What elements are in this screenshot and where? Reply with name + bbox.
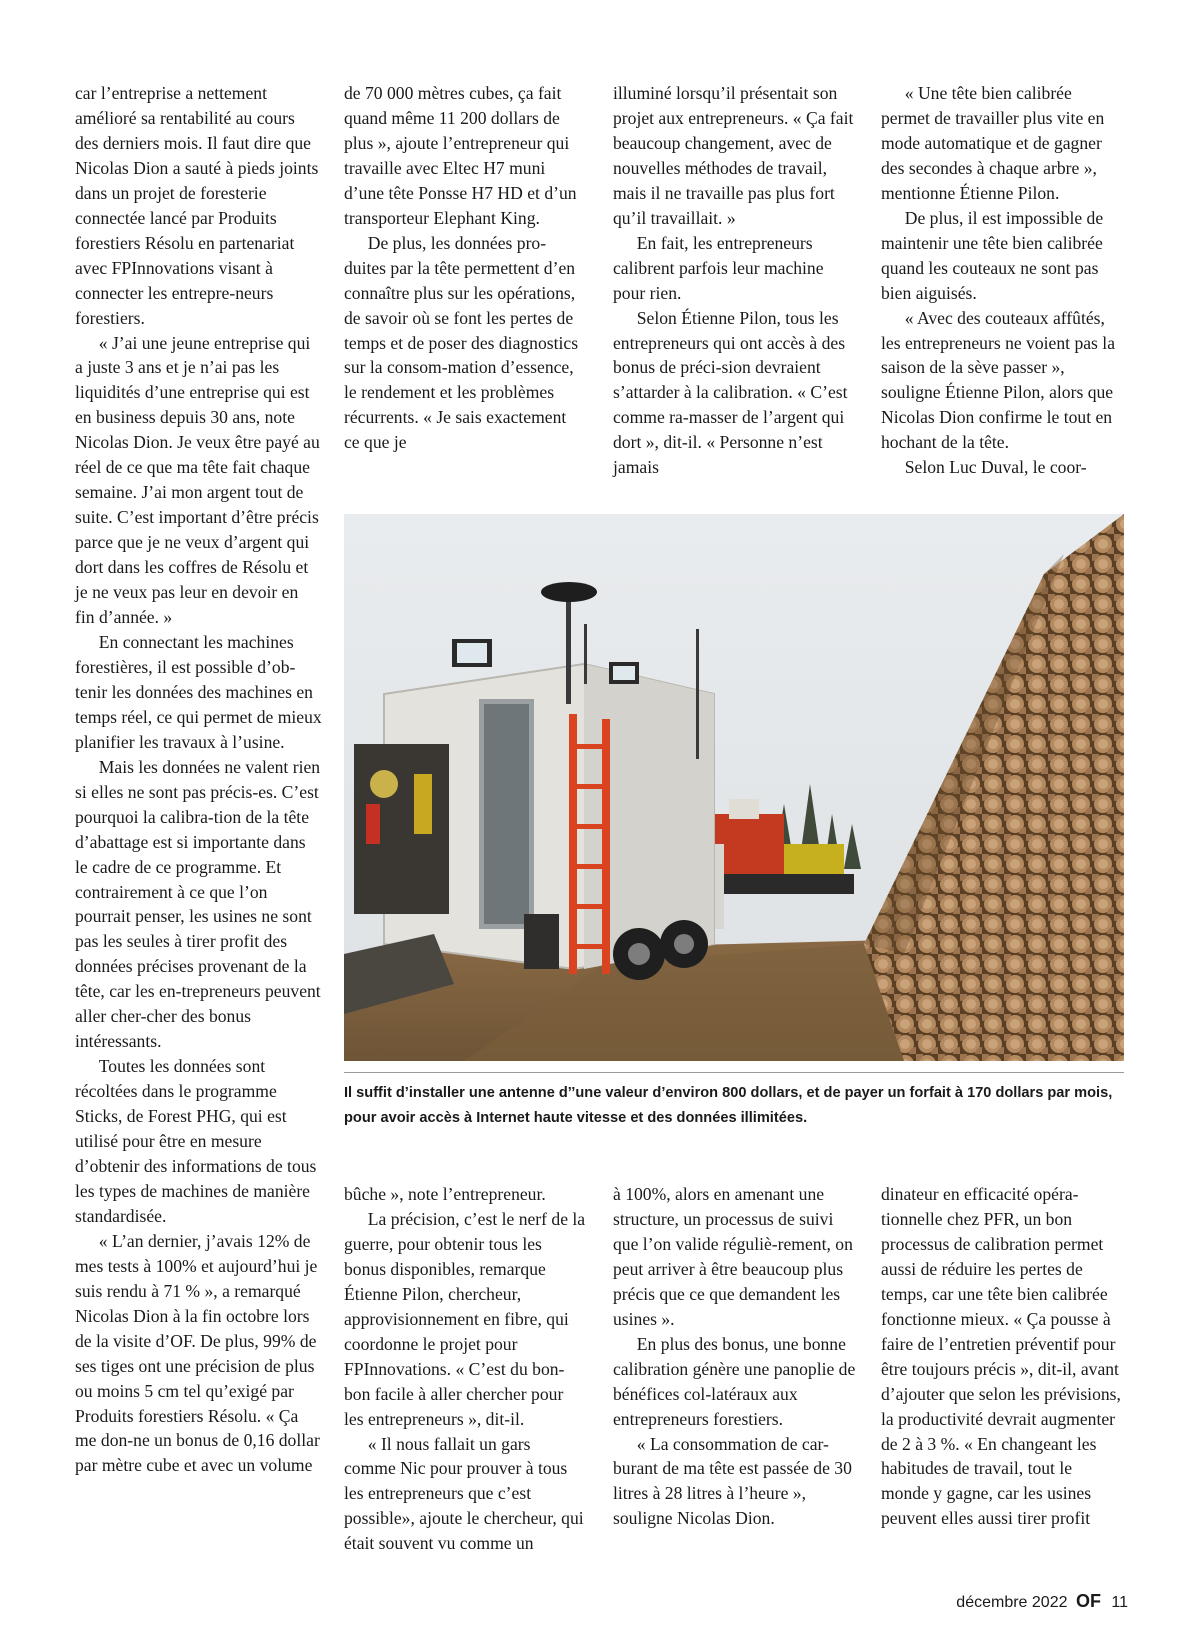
paragraph: illuminé lorsqu’il présentait son projet aux entrepreneurs. « Ça fait beaucoup changement, avec de nouvelles méthodes de travail, mais il ne travaille pas plus fort qu’il travaillait. »: [613, 83, 854, 228]
paragraph: car l’entreprise a nettement amélioré sa rentabilité au cours des derniers mois. Il faut dire que Nicolas Dion a sauté à pieds joints dans un projet de foresterie connectée lancé par Produits forestiers Résolu en partenariat avec FPInnovations visant à connecter les entrepre-neurs forestiers.: [75, 83, 319, 328]
paragraph: En connectant les machines forestières, il est possible d’ob-tenir les données des machines en temps réel, ce qui permet de mieux planifier les travaux à l’usine.: [75, 631, 322, 752]
paragraph: à 100%, alors en amenant une structure, un processus de suivi que l’on valide réguliè-rement, on peut arriver à être beaucoup plus précis que ce que demandent les usines ».: [613, 1184, 853, 1329]
article-column-2-bottom: [344, 1182, 586, 1556]
paragraph: de 70 000 mètres cubes, ça fait quand même 11 200 dollars de plus », ajoute l’entrepreneur qui travaille avec Eltec H7 muni d’une tête Ponsse H7 HD et d’un transporteur Elephant King.: [344, 83, 577, 228]
paragraph: « La consommation de car-burant de ma tête est passée de 30 litres à 28 litres à l’heure », souligne Nicolas Dion.: [613, 1433, 852, 1529]
paragraph: « L’an dernier, j’avais 12% de mes tests à 100% et aujourd’hui je suis rendu à 71 % », a remarqué Nicolas Dion à la fin octobre lors de la visite d’OF. De plus, 99% de ses tiges ont une précision de plus ou moins 5 cm tel qu’exigé par Produits forestiers Résolu. « Ça me don-ne un bonus de 0,16 dollar par mètre cube et avec un volume: [75, 1230, 320, 1476]
article-column-2-top: [344, 81, 586, 455]
paragraph: De plus, les données pro-duites par la tête permettent d’en connaître plus sur les opérations, de savoir où se font les pertes de temps et de poser des diagnostics sur la consom-mation d’essence, le rendement et les problèmes récurrents. « Je sais exactement ce que je: [344, 232, 579, 453]
paragraph: De plus, il est impossible de maintenir une tête bien calibrée quand les couteaux ne sont pas bien aiguisés.: [881, 207, 1104, 303]
article-column-4-bottom: [881, 1182, 1124, 1531]
paragraph: Selon Luc Duval, le coor-: [904, 457, 1087, 478]
paragraph: « Une tête bien calibrée permet de travailler plus vite en mode automatique et de gagner des secondes à chaque arbre », mentionne Étienne Pilon.: [881, 83, 1105, 203]
caption-rule: [344, 1072, 1124, 1073]
issue-date: décembre 2022: [956, 1594, 1068, 1611]
article-column-1: [75, 81, 322, 1478]
article-photo: [344, 514, 1124, 1061]
article-column-4-top: [881, 81, 1124, 480]
paragraph: « Avec des couteaux affûtés, les entrepreneurs ne voient pas la saison de la sève passer », souligne Étienne Pilon, alors que Nicolas Dion confirme le tout en hochant de la tête.: [881, 307, 1116, 453]
paragraph: En plus des bonus, une bonne calibration génère une panoplie de bénéfices col-latéraux aux entrepreneurs forestiers.: [613, 1333, 856, 1429]
paragraph: Selon Étienne Pilon, tous les entrepreneurs qui ont accès à des bonus de préci-sion devraient s’attarder à la calibration. « C’est comme ra-masser de l’argent qui dort », dit-il. « Personne n’est jamais: [613, 307, 848, 478]
paragraph: dinateur en efficacité opéra-tionnelle chez PFR, un bon processus de calibration permet aussi de réduire les pertes de temps, car une tête bien calibrée fonctionne mieux. « Ça pousse à faire de l’entretien préventif pour être toujours précis », dit-il, avant d’ajouter que selon les prévisions, la productivité devrait augmenter de 2 à 3 %. « En changeant les habitudes de travail, tout le monde y gagne, car les usines peuvent elles aussi tirer profit: [881, 1184, 1121, 1529]
page-number: 11: [1111, 1594, 1128, 1611]
paragraph: Toutes les données sont récoltées dans le programme Sticks, de Forest PHG, qui est utilisé pour être en mesure d’obtenir des informations de tous les types de machines de manière standardisée.: [75, 1056, 317, 1226]
article-column-3-bottom: [613, 1182, 858, 1531]
paragraph: « J’ai une jeune entreprise qui a juste 3 ans et je n’ai pas les liquidités d’une entreprise qui est en business depuis 30 ans, note Nicolas Dion. Je veux être payé au réel de ce que ma tête fait chaque semaine. J’ai mon argent tout de suite. C’est important d’être précis parce que je ne veux d’argent qui dort dans les coffres de Résolu et je ne veux pas leur en devoir en fin d’année. »: [75, 332, 320, 628]
paragraph: En fait, les entrepreneurs calibrent parfois leur machine pour rien.: [613, 232, 824, 303]
photo-caption: Il suffit d’installer une antenne d’’une valeur d’environ 800 dollars, et de payer un forfait à 170 dollars par mois, pour avoir accès à Internet haute vitesse et des données illimitées.: [344, 1085, 1113, 1126]
page-footer: [956, 1591, 1128, 1612]
paragraph: La précision, c’est le nerf de la guerre, pour obtenir tous les bonus disponibles, remarque Étienne Pilon, chercheur, approvisionnement en fibre, qui coordonne le projet pour FPInnovations. « C’est du bon-bon facile à aller chercher pour les entrepreneurs », dit-il.: [344, 1208, 586, 1429]
paragraph: « Il nous fallait un gars comme Nic pour prouver à tous les entrepreneurs que c’est possible», ajoute le chercheur, qui était souvent vu comme un: [344, 1433, 584, 1554]
paragraph: Mais les données ne valent rien si elles ne sont pas précis-es. C’est pourquoi la calibra-tion de la tête d’abattage est si importante dans le cadre de ce programme. Et contrairement à ce que l’on pourrait penser, les usines ne sont pas les seules à tirer profit des données précises provenant de la tête, car les en-trepreneurs peuvent aller cher-cher des bonus intéressants.: [75, 756, 321, 1052]
article-column-3-top: [613, 81, 858, 480]
paragraph: bûche », note l’entrepreneur.: [344, 1184, 546, 1204]
magazine-name: OF: [1075, 1591, 1101, 1611]
